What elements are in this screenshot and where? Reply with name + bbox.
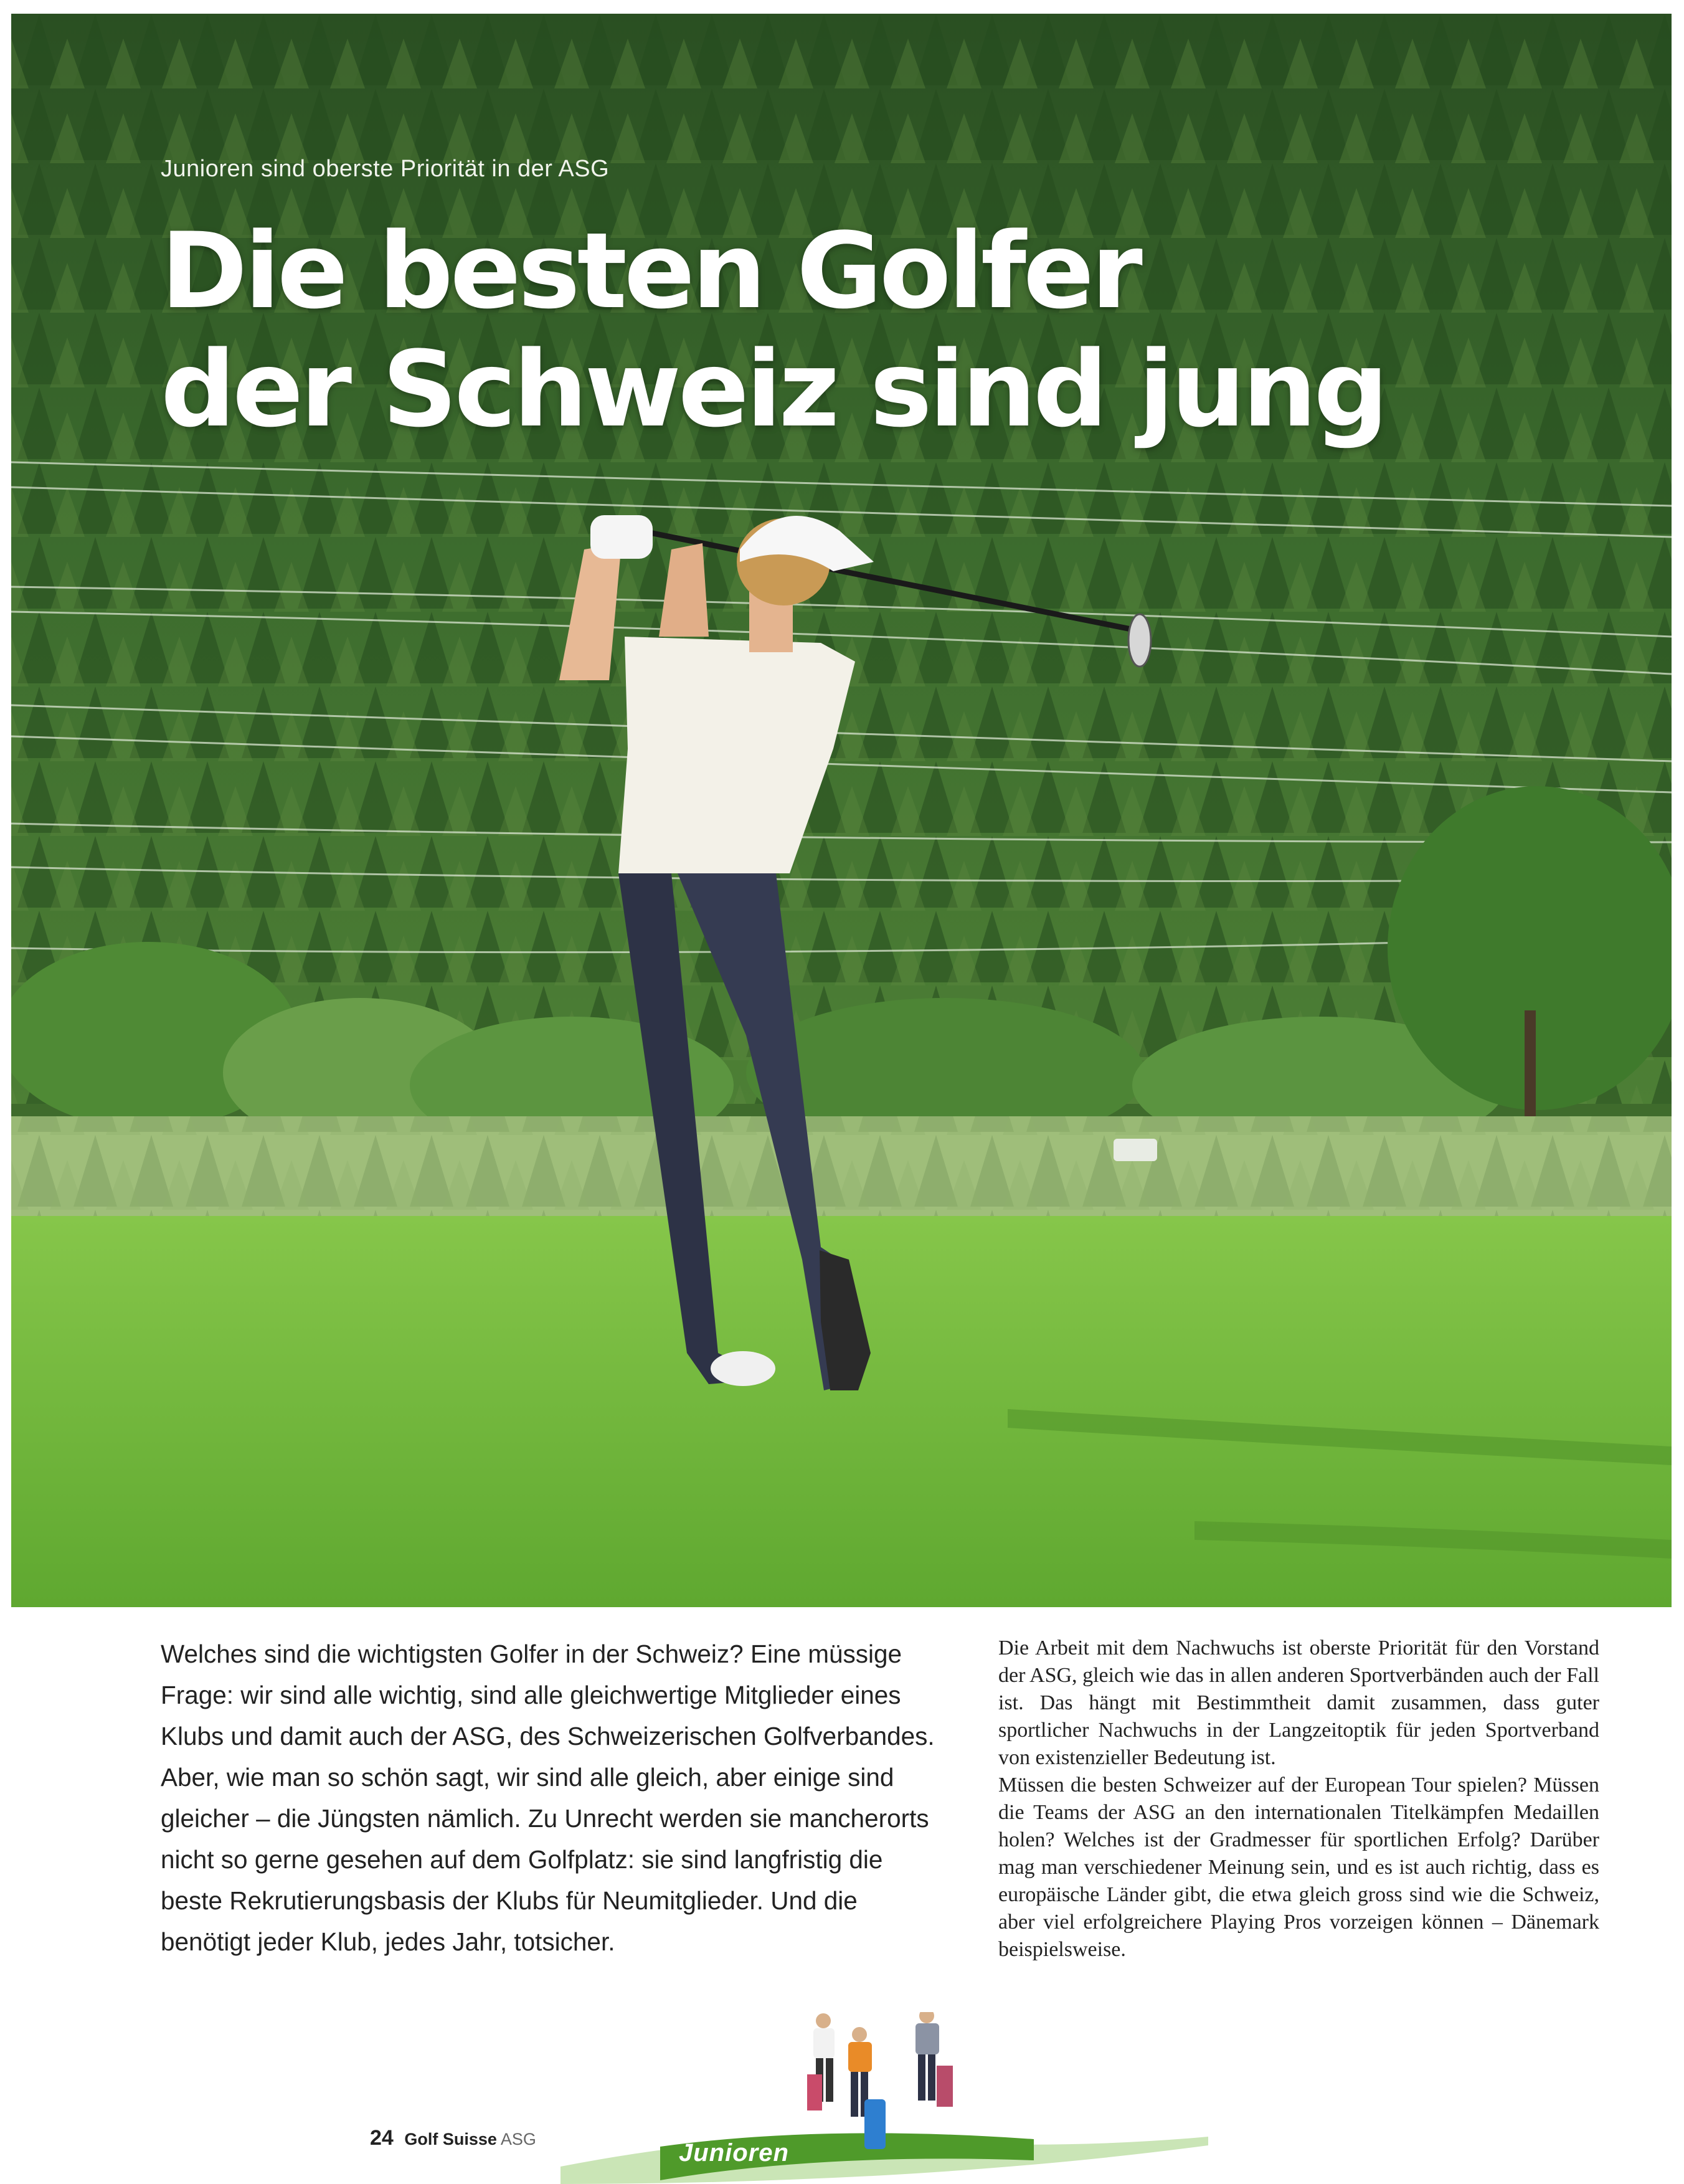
hero-photo bbox=[11, 14, 1672, 1607]
article-kicker: Junioren sind oberste Priorität in der ASG bbox=[161, 156, 610, 182]
body-paragraph: Die Arbeit mit dem Nachwuchs ist oberste Priorität für den Vorstand der ASG, gleich wie das in allen anderen Sportverbänden auch der Fall ist. Das hängt mit Bestimmtheit damit zusammen, dass guter sportlicher Nachwuchs in der Langzeitoptik für jeden Sportverband von existenzieller Bedeutung ist. bbox=[998, 1636, 1599, 1769]
page-number: 24 bbox=[370, 2126, 394, 2150]
body-paragraph: Müssen die besten Schweizer auf der European Tour spielen? Müssen die Teams der ASG an den internationalen Titelkämpfen Medaillen holen? Welches ist der Gradmesser für sportlichen Erfolg? Darüber mag man verschiedener Meinung sein, und es ist auch richtig, dass es europäische Länder gibt, die etwa gleich gross sind wie die Schweiz, aber viel erfolgreichere Playing Pros vorzeigen können – Dänemark beispielsweise. bbox=[998, 1773, 1599, 1961]
section-ribbon bbox=[561, 2012, 1208, 2184]
article-body bbox=[998, 1635, 1599, 1963]
junior-golfer-middle bbox=[848, 2027, 886, 2149]
publisher-name: ASG bbox=[500, 2130, 536, 2148]
junior-golfers-illustration bbox=[561, 2012, 1208, 2184]
junior-golfer-left bbox=[807, 2013, 835, 2110]
headline-line-1: Die besten Golfer bbox=[161, 210, 1140, 332]
page-folio bbox=[370, 2126, 536, 2150]
article-headline bbox=[161, 212, 1386, 449]
headline-line-2: der Schweiz sind jung bbox=[161, 328, 1386, 450]
magazine-name: Golf Suisse bbox=[404, 2130, 497, 2148]
section-label: Junioren bbox=[679, 2139, 789, 2167]
junior-golfer-right bbox=[915, 2012, 953, 2107]
article-intro: Welches sind die wichtigsten Golfer in der Schweiz? Eine müssige Frage: wir sind alle wichtig, sind alle gleichwertige Mitglieder eines Klubs und damit auch der ASG, des Schweizerischen Golfverbandes. Aber, wie man so schön sagt, wir sind alle gleich, aber einige sind gleicher – die Jüngsten nämlich. Zu Unrecht werden sie mancherorts nicht so gerne gesehen auf dem Golfplatz: sie sind langfristig die beste Rekrutierungsbasis der Klubs für Neumitglieder. Und die benötigt jeder Klub, jedes Jahr, totsicher. bbox=[161, 1640, 935, 1956]
